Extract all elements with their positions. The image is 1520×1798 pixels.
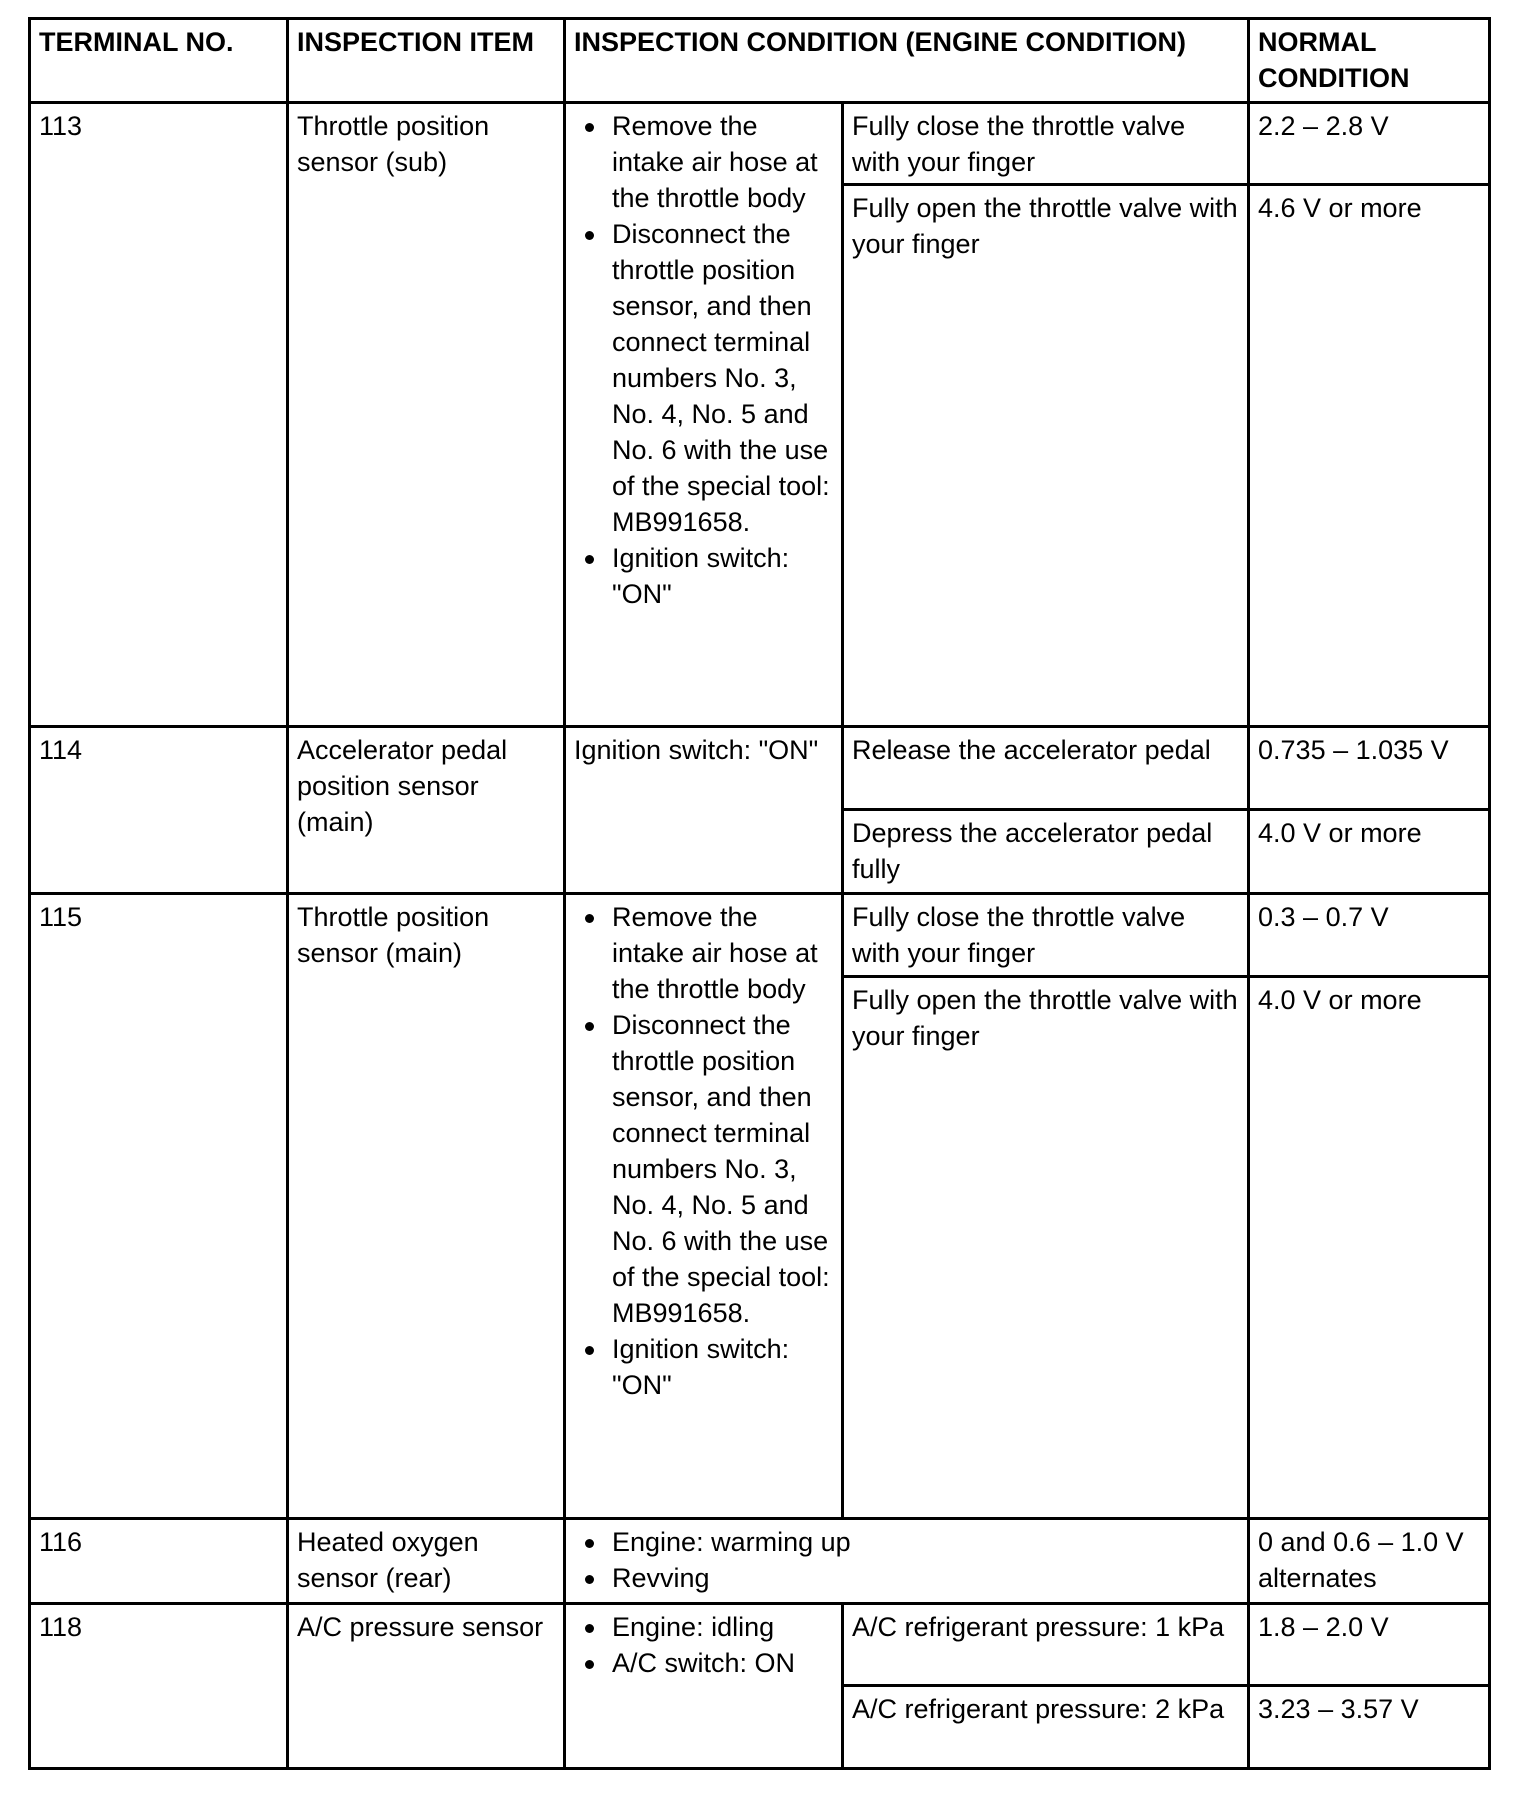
normal-cell: 0.735 – 1.035 V [1249,727,1490,810]
condition-cell: Ignition switch: "ON" [565,727,843,894]
terminal-cell: 114 [30,727,288,894]
table-row [30,727,1490,810]
header-terminal: TERMINAL NO. [30,19,288,103]
condition-bullet: Engine: warming up [574,1524,1240,1560]
sub-condition-cell: Fully open the throttle valve with your finger [843,977,1249,1519]
sub-condition-cell: Release the accelerator pedal [843,727,1249,810]
header-row [30,19,1490,103]
condition-bullet: Engine: idling [574,1609,834,1645]
terminal-cell: 113 [30,103,288,727]
item-cell: A/C pressure sensor [288,1604,565,1769]
normal-cell: 4.6 V or more [1249,185,1490,727]
condition-bullet: Disconnect the throttle position sensor, and then connect terminal numbers No. 3, No. 4, No. 5 and No. 6 with the use of the special tool: MB991658. [574,1007,834,1331]
condition-cell [565,1519,1249,1604]
sub-condition-cell: Fully open the throttle valve with your finger [843,185,1249,727]
item-cell: Throttle position sensor (sub) [288,103,565,727]
normal-cell: 0 and 0.6 – 1.0 V alternates [1249,1519,1490,1604]
normal-cell: 2.2 – 2.8 V [1249,103,1490,185]
sub-condition-cell: A/C refrigerant pressure: 1 kPa [843,1604,1249,1686]
item-cell: Accelerator pedal position sensor (main) [288,727,565,894]
normal-cell: 1.8 – 2.0 V [1249,1604,1490,1686]
sub-condition-cell: Fully close the throttle valve with your finger [843,894,1249,977]
inspection-table [28,17,1491,1770]
header-normal: NORMAL CONDITION [1249,19,1490,103]
sub-condition-cell: Fully close the throttle valve with your finger [843,103,1249,185]
condition-bullet: Ignition switch: "ON" [574,1331,834,1403]
header-item: INSPECTION ITEM [288,19,565,103]
item-cell: Throttle position sensor (main) [288,894,565,1519]
normal-cell: 0.3 – 0.7 V [1249,894,1490,977]
table-row [30,894,1490,977]
terminal-cell: 115 [30,894,288,1519]
table-row [30,1604,1490,1686]
sub-condition-cell: Depress the accelerator pedal fully [843,810,1249,894]
condition-bullet: Revving [574,1560,1240,1596]
condition-bullet: Remove the intake air hose at the throttle body [574,108,834,216]
condition-bullet: Remove the intake air hose at the throttle body [574,899,834,1007]
item-cell: Heated oxygen sensor (rear) [288,1519,565,1604]
header-condition: INSPECTION CONDITION (ENGINE CONDITION) [565,19,1249,103]
condition-bullet: A/C switch: ON [574,1645,834,1681]
normal-cell: 4.0 V or more [1249,977,1490,1519]
condition-cell [565,894,843,1519]
normal-cell: 3.23 – 3.57 V [1249,1686,1490,1769]
condition-bullet: Ignition switch: "ON" [574,540,834,612]
condition-cell [565,103,843,727]
condition-bullet: Disconnect the throttle position sensor, and then connect terminal numbers No. 3, No. 4, No. 5 and No. 6 with the use of the special tool: MB991658. [574,216,834,540]
normal-cell: 4.0 V or more [1249,810,1490,894]
condition-cell [565,1604,843,1769]
terminal-cell: 116 [30,1519,288,1604]
table-row [30,103,1490,185]
terminal-cell: 118 [30,1604,288,1769]
table-row [30,1519,1490,1604]
sub-condition-cell: A/C refrigerant pressure: 2 kPa [843,1686,1249,1769]
